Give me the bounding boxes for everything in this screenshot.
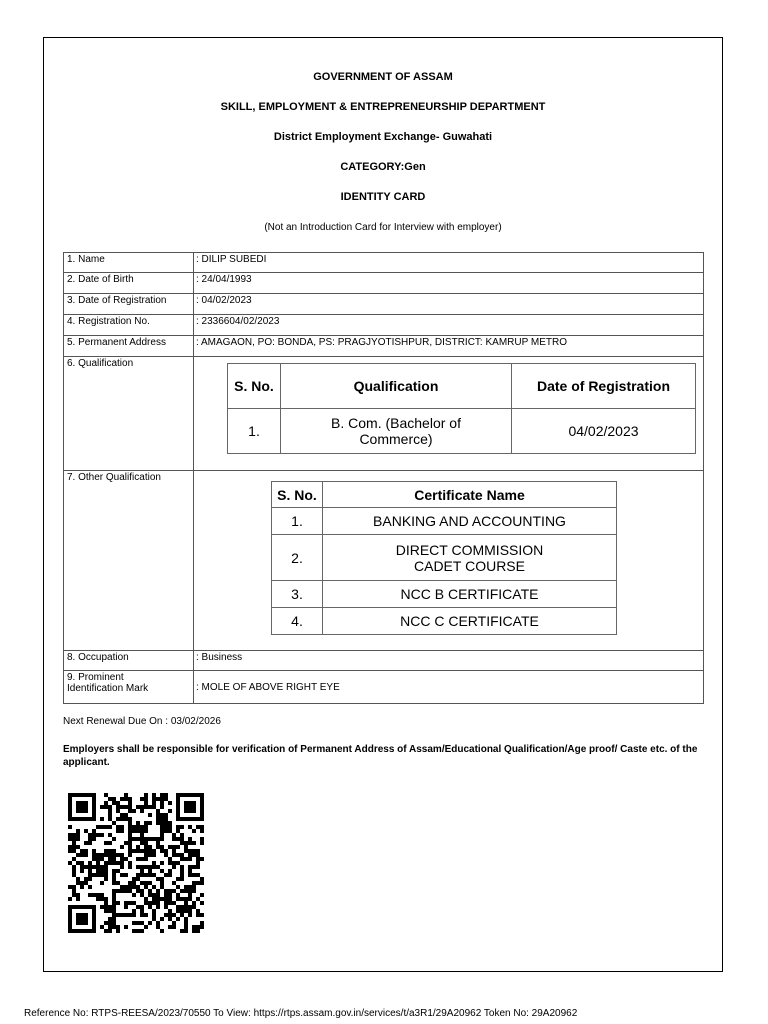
qualification-table bbox=[227, 363, 696, 454]
identification-mark-label-line1: 9. Prominent bbox=[67, 672, 124, 683]
qualification-sno: 1. bbox=[228, 409, 281, 454]
qualification-cell bbox=[194, 357, 704, 471]
qualification-row bbox=[228, 409, 696, 454]
dob-label: 2. Date of Birth bbox=[64, 273, 194, 294]
header-government: GOVERNMENT OF ASSAM bbox=[313, 71, 453, 83]
certificate-sno: 4. bbox=[272, 608, 323, 635]
header-category: CATEGORY:Gen bbox=[340, 161, 426, 173]
qualification-header-sno: S. No. bbox=[228, 364, 281, 409]
other-qualification-label: 7. Other Qualification bbox=[64, 471, 194, 651]
identity-details-table bbox=[63, 252, 704, 704]
certificate-row bbox=[272, 608, 617, 635]
certificate-name: DIRECT COMMISSION CADET COURSE bbox=[323, 535, 617, 581]
employer-disclaimer: Employers shall be responsible for verification of Permanent Address of Assam/Educational Qualification/Age proof/ Caste etc. of the applicant. bbox=[63, 744, 698, 768]
row-name bbox=[64, 253, 704, 273]
certificate-row bbox=[272, 535, 617, 581]
certificate-name: BANKING AND ACCOUNTING bbox=[323, 508, 617, 535]
header-card-title: IDENTITY CARD bbox=[340, 191, 426, 203]
qualification-name: B. Com. (Bachelor of Commerce) bbox=[281, 409, 512, 454]
certificate-row bbox=[272, 581, 617, 608]
dob-value: : 24/04/1993 bbox=[194, 273, 704, 294]
qualification-date: 04/02/2023 bbox=[512, 409, 696, 454]
certificate-sno: 3. bbox=[272, 581, 323, 608]
row-identification-mark bbox=[64, 671, 704, 704]
certificate-header-row bbox=[272, 482, 617, 508]
certificate-row bbox=[272, 508, 617, 535]
certificate-sno: 1. bbox=[272, 508, 323, 535]
occupation-value: : Business bbox=[194, 651, 704, 671]
row-other-qualification bbox=[64, 471, 704, 651]
certificate-header-sno: S. No. bbox=[272, 482, 323, 508]
qualification-header-name: Qualification bbox=[281, 364, 512, 409]
header-exchange: District Employment Exchange- Guwahati bbox=[273, 131, 493, 143]
row-qualification bbox=[64, 357, 704, 471]
row-dob bbox=[64, 273, 704, 294]
address-label: 5. Permanent Address bbox=[64, 336, 194, 357]
registration-no-value: : 2336604/02/2023 bbox=[194, 315, 704, 336]
qualification-header-date: Date of Registration bbox=[512, 364, 696, 409]
registration-date-value: : 04/02/2023 bbox=[194, 294, 704, 315]
row-registration-no bbox=[64, 315, 704, 336]
identification-mark-label-line2: Identification Mark bbox=[67, 683, 149, 694]
certificate-sno: 2. bbox=[272, 535, 323, 581]
renewal-date: Next Renewal Due On : 03/02/2026 bbox=[63, 716, 221, 727]
identification-mark-value: : MOLE OF ABOVE RIGHT EYE bbox=[194, 671, 704, 704]
reference-footer: Reference No: RTPS-REESA/2023/70550 To View: https://rtps.assam.gov.in/services/t/a3R1/29A20962 Token No: 29A20962 bbox=[24, 1008, 578, 1019]
certificate-table bbox=[271, 481, 617, 635]
qualification-header-row bbox=[228, 364, 696, 409]
occupation-label: 8. Occupation bbox=[64, 651, 194, 671]
registration-no-label: 4. Registration No. bbox=[64, 315, 194, 336]
header-note: (Not an Introduction Card for Interview with employer) bbox=[264, 222, 502, 233]
row-address bbox=[64, 336, 704, 357]
header-department: SKILL, EMPLOYMENT & ENTREPRENEURSHIP DEPARTMENT bbox=[220, 101, 546, 113]
certificate-name: NCC C CERTIFICATE bbox=[323, 608, 617, 635]
row-registration-date bbox=[64, 294, 704, 315]
row-occupation bbox=[64, 651, 704, 671]
name-label: 1. Name bbox=[64, 253, 194, 273]
other-qualification-cell bbox=[194, 471, 704, 651]
qr-code-icon bbox=[68, 793, 204, 933]
address-value: : AMAGAON, PO: BONDA, PS: PRAGJYOTISHPUR, DISTRICT: KAMRUP METRO bbox=[194, 336, 704, 357]
identification-mark-label bbox=[64, 671, 194, 704]
qualification-label: 6. Qualification bbox=[64, 357, 194, 471]
certificate-header-name: Certificate Name bbox=[323, 482, 617, 508]
certificate-name: NCC B CERTIFICATE bbox=[323, 581, 617, 608]
registration-date-label: 3. Date of Registration bbox=[64, 294, 194, 315]
name-value: : DILIP SUBEDI bbox=[194, 253, 704, 273]
